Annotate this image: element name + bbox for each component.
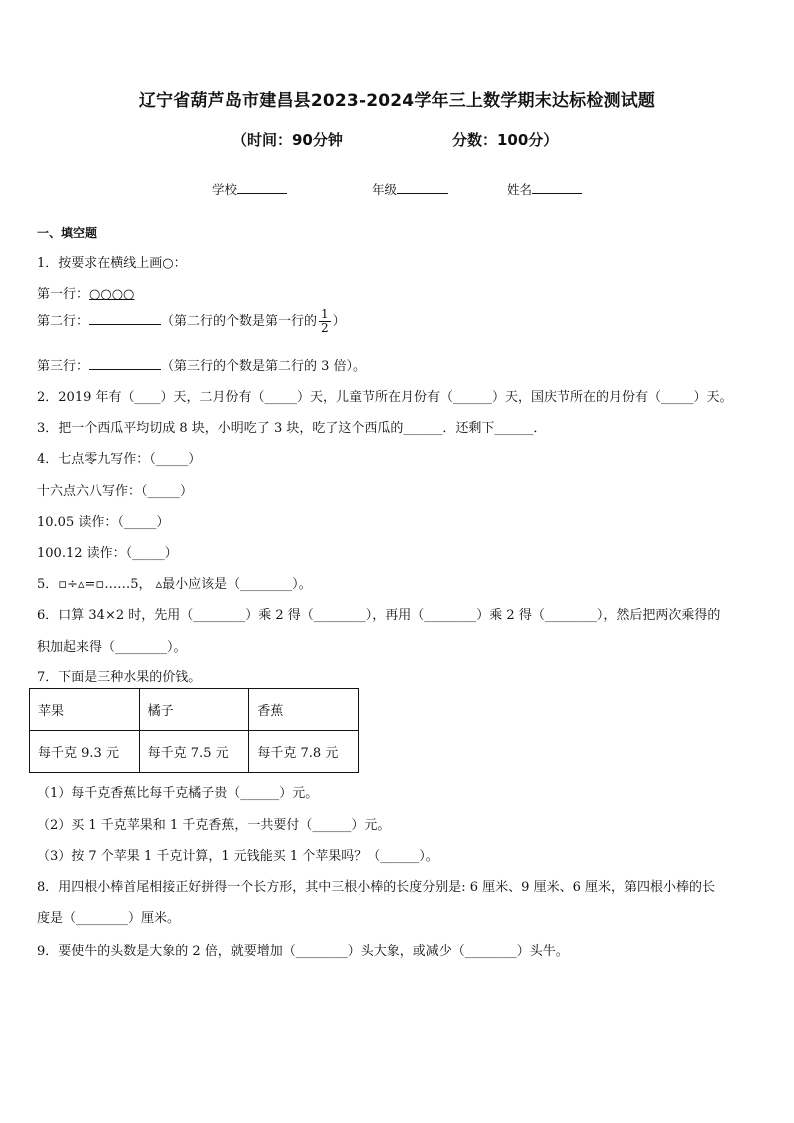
q3-text: 3．把一个西瓜平均切成 8 块，小明吃了 3 块，吃了这个西瓜的______．还剩下______． <box>37 421 547 436</box>
q7-part2: （2）买 1 千克苹果和 1 千克香蕉，一共要付（______）元。 <box>37 818 391 833</box>
q2-text: 2．2019 年有（____）天，二月份有（_____）天，儿童节所在月份有（______）天，国庆节所在的月份有（_____）天。 <box>37 390 733 405</box>
q1-row2-note-a: （第二行的个数是第一行的 <box>161 314 318 329</box>
q4-part-c: 10.05 读作：（_____） <box>37 515 170 530</box>
fraction-one-half <box>319 308 331 335</box>
grade-field <box>372 180 448 198</box>
school-label: 学校 <box>212 182 238 197</box>
q1-stem: 1．按要求在横线上画○： <box>37 256 187 271</box>
q1-row1-label: 第一行： <box>37 287 90 302</box>
fraction-denominator: 2 <box>321 321 329 335</box>
table-row <box>30 731 359 773</box>
exam-time: （时间：90分钟 <box>232 131 343 149</box>
grade-blank <box>397 181 448 194</box>
table-cell: 每千克 9.3 元 <box>30 731 140 773</box>
q1-row3 <box>37 355 366 374</box>
table-header-cell: 香蕉 <box>249 689 359 731</box>
q4-part-b: 十六点六八写作：（_____） <box>37 484 194 499</box>
q8-line2: 度是（________）厘米。 <box>37 911 181 926</box>
table-row <box>30 689 359 731</box>
q9-text: 9．要使牛的头数是大象的 2 倍，就要增加（________）头大象，或减少（________）头牛。 <box>37 944 569 959</box>
fraction-numerator: 1 <box>321 307 329 321</box>
exam-score: 分数：100分） <box>452 131 559 149</box>
table-cell: 每千克 7.8 元 <box>249 731 359 773</box>
name-field <box>507 180 582 198</box>
q8-line1: 8．用四根小棒首尾相接正好拼得一个长方形，其中三根小棒的长度分别是: 6 厘米、9 厘米、6 厘米，第四根小棒的长 <box>37 880 715 895</box>
grade-label: 年级 <box>372 182 398 197</box>
q4-part-d: 100.12 读作：（_____） <box>37 546 178 561</box>
section-heading: 一、填空题 <box>37 226 98 240</box>
table-header-cell: 橘子 <box>139 689 249 731</box>
q7-part3: （3）按 7 个苹果 1 千克计算，1 元钱能买 1 个苹果吗？（______）。 <box>37 849 439 864</box>
q1-row1 <box>37 283 134 302</box>
q1-row3-label: 第三行： <box>37 359 90 374</box>
q6-line1: 6．口算 34×2 时，先用（________）乘 2 得（________），再用（________）乘 2 得（________），然后把两次乘得的 <box>37 608 721 623</box>
q1-row3-blank <box>89 357 161 370</box>
q1-row2 <box>37 308 346 335</box>
fruit-price-table <box>29 688 359 773</box>
name-label: 姓名 <box>507 182 533 197</box>
q1-row2-note-b: ） <box>332 314 346 329</box>
q4-part-a: 4．七点零九写作：（_____） <box>37 452 202 467</box>
q1-row3-note: （第三行的个数是第二行的 3 倍）。 <box>161 359 367 374</box>
school-field <box>212 180 287 198</box>
table-cell: 每千克 7.5 元 <box>139 731 249 773</box>
table-header-cell: 苹果 <box>30 689 140 731</box>
q1-row2-blank <box>89 312 161 325</box>
q7-part1: （1）每千克香蕉比每千克橘子贵（______）元。 <box>37 786 319 801</box>
q6-line2: 积加起来得（________）。 <box>37 640 187 655</box>
q1-row1-circles: ○○○○ <box>89 287 135 302</box>
school-blank <box>237 181 287 194</box>
name-blank <box>532 181 582 194</box>
q7-stem: 7．下面是三种水果的价钱。 <box>37 670 202 685</box>
exam-title: 辽宁省葫芦岛市建昌县2023-2024学年三上数学期末达标检测试题 <box>138 91 656 111</box>
q5-text: 5．▫÷▵=▫……5， ▵最小应该是（________）。 <box>37 577 312 592</box>
q1-row2-label: 第二行： <box>37 314 90 329</box>
